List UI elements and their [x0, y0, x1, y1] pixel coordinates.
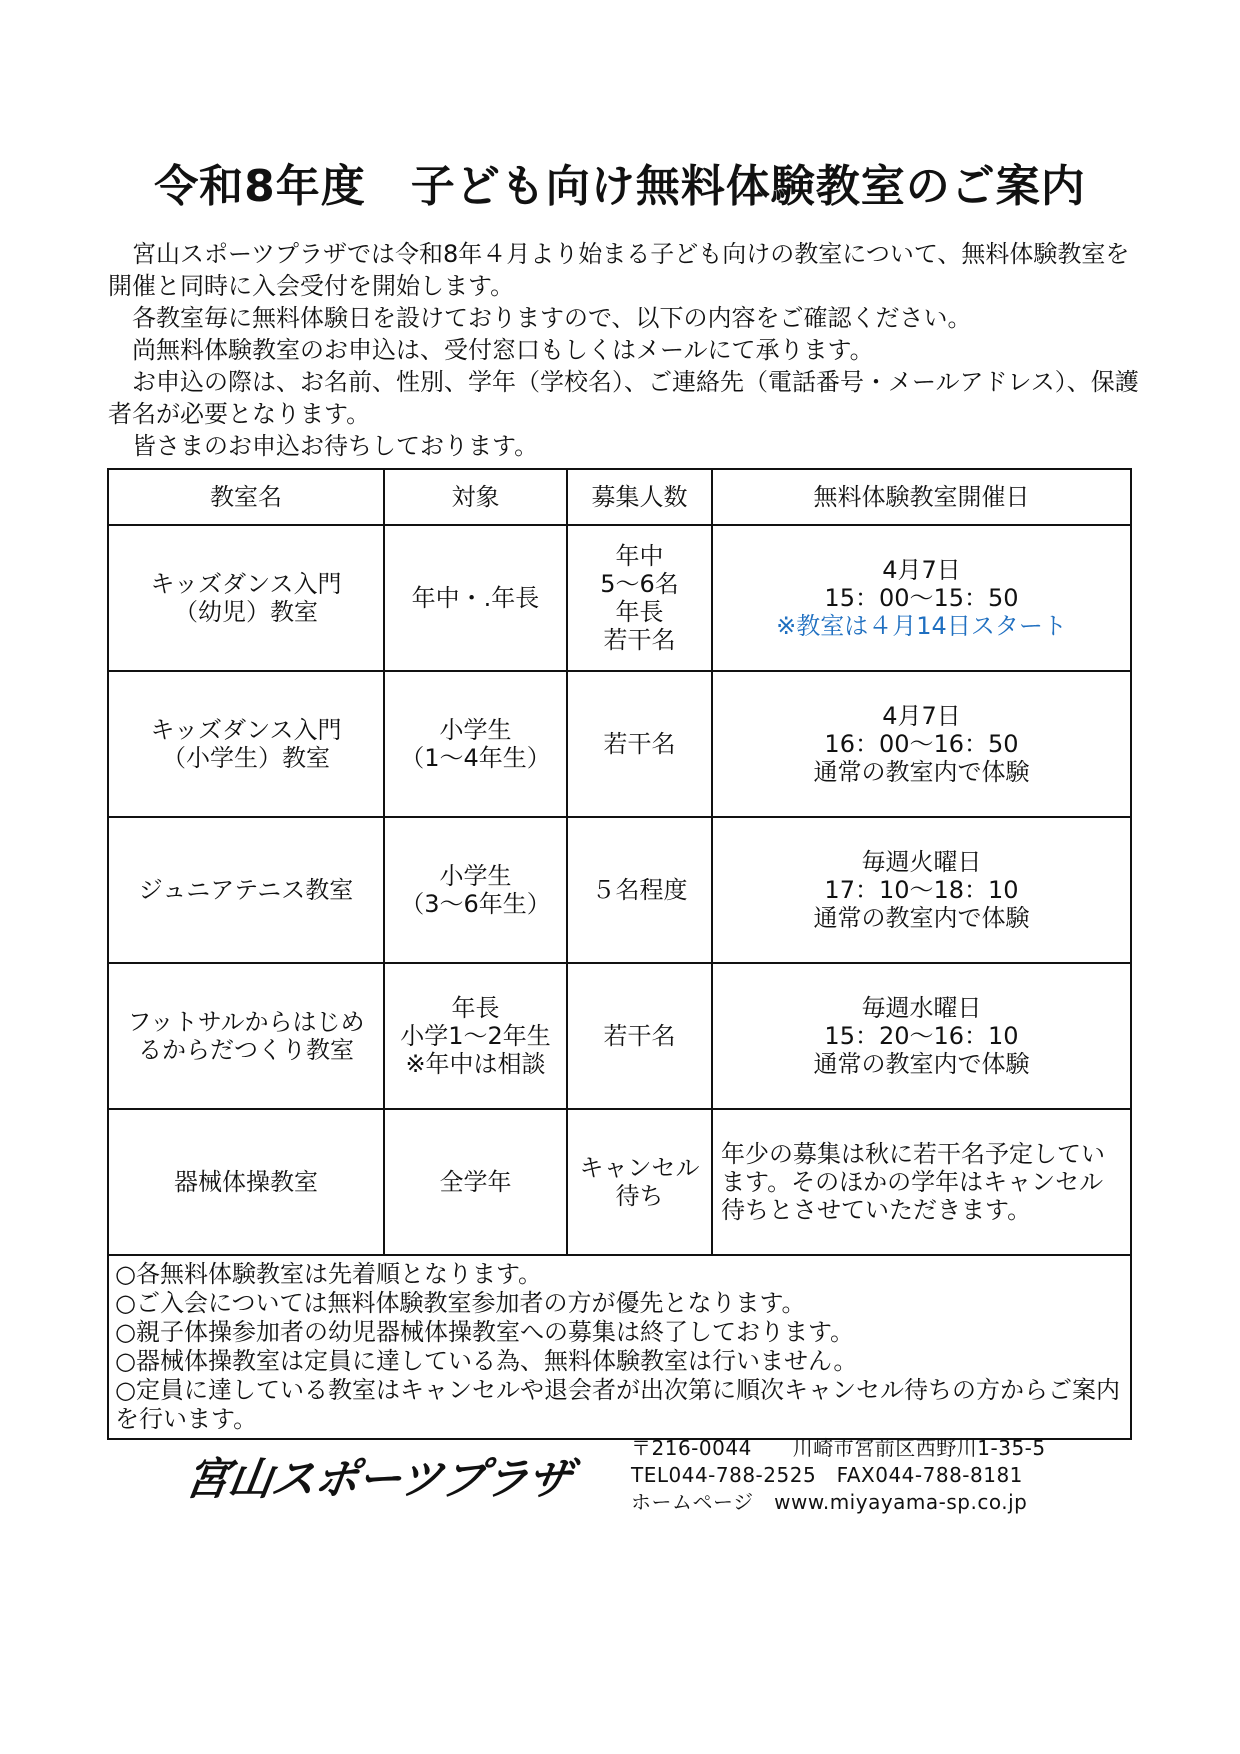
intro-paragraph: 宮山スポーツプラザでは令和8年４月より始まる子ども向けの教室について、無料体験教室を開催と同時に入会受付を開始します。: [108, 240, 1130, 300]
capacity-text: 待ち: [615, 1182, 664, 1210]
trial-note: 通常の教室内で体験: [813, 1050, 1030, 1078]
target-text: 全学年: [439, 1168, 512, 1196]
capacity-text: 若干名: [603, 1022, 676, 1050]
intro-paragraph: 皆さまのお申込お待ちしております。: [132, 432, 539, 460]
class-name: （小学生）教室: [162, 744, 330, 772]
capacity-cell: [567, 963, 712, 1109]
table-row: [108, 1109, 1131, 1255]
capacity-text: 5～6名: [600, 570, 679, 598]
trial-date: 毎週火曜日: [861, 848, 982, 876]
class-name: 器械体操教室: [174, 1168, 318, 1196]
intro-paragraph: お申込の際は、お名前、性別、学年（学校名）、ご連絡先（電話番号・メールアドレス）、保護者名が必要となります。: [108, 368, 1139, 428]
header-target: 対象: [384, 469, 567, 525]
intro-text: [108, 238, 1148, 462]
trial-date-cell: [712, 1109, 1131, 1255]
capacity-text: キャンセル: [579, 1154, 700, 1182]
class-name-cell: [108, 817, 384, 963]
capacity-text: 若干名: [603, 730, 676, 758]
target-text: （3～6年生）: [400, 890, 551, 918]
capacity-cell: [567, 1109, 712, 1255]
logo: 宮山スポーツプラザ: [181, 1454, 575, 1505]
table-row: [108, 817, 1131, 963]
intro-paragraph: 各教室毎に無料体験日を設けておりますので、以下の内容をご確認ください。: [132, 304, 972, 332]
trial-time: 15：00～15：50: [824, 584, 1019, 612]
capacity-cell: [567, 525, 712, 671]
target-text: 小学生: [439, 862, 512, 890]
target-cell: [384, 525, 567, 671]
note-item: ○定員に達している教室はキャンセルや退会者が出次第に順次キャンセル待ちの方からご案内を行います。: [115, 1376, 1120, 1433]
trial-time: 16：00～16：50: [824, 730, 1019, 758]
target-cell: [384, 963, 567, 1109]
note-item: ○ご入会については無料体験教室参加者の方が優先となります。: [115, 1289, 806, 1317]
trial-date-cell: [712, 671, 1131, 817]
target-text: 小学生: [439, 716, 512, 744]
class-name: るからだつくり教室: [138, 1036, 354, 1064]
target-text: 小学1～2年生: [400, 1022, 551, 1050]
class-name: キッズダンス入門: [150, 716, 342, 744]
target-text: （1～4年生）: [400, 744, 551, 772]
target-cell: [384, 671, 567, 817]
class-name-cell: [108, 671, 384, 817]
target-cell: [384, 1109, 567, 1255]
capacity-cell: [567, 817, 712, 963]
contact-info: [631, 1435, 1046, 1516]
capacity-text: 若干名: [603, 626, 676, 654]
header-trial-date: 無料体験教室開催日: [712, 469, 1131, 525]
class-name: （幼児）教室: [174, 598, 318, 626]
trial-note: 通常の教室内で体験: [813, 758, 1030, 786]
trial-note: 通常の教室内で体験: [813, 904, 1030, 932]
capacity-cell: [567, 671, 712, 817]
target-text: 年中・.年長: [411, 584, 540, 612]
table-row: [108, 525, 1131, 671]
class-name: ジュニアテニス教室: [138, 876, 354, 904]
target-text: 年長: [451, 994, 500, 1022]
note-item: ○親子体操参加者の幼児器械体操教室への募集は終了しております。: [115, 1318, 855, 1346]
trial-date: 4月7日: [882, 702, 961, 730]
class-name-cell: [108, 525, 384, 671]
trial-date-cell: [712, 525, 1131, 671]
table-header-row: [108, 469, 1131, 525]
trial-date: 4月7日: [882, 556, 961, 584]
trial-time: 17：10～18：10: [824, 876, 1019, 904]
start-date-note: ※教室は４月14日スタート: [776, 612, 1067, 640]
class-schedule-table: [107, 468, 1132, 1440]
class-name-cell: [108, 963, 384, 1109]
trial-date-cell: [712, 963, 1131, 1109]
capacity-text: 年長: [615, 598, 664, 626]
table-row: [108, 963, 1131, 1109]
capacity-text: ５名程度: [591, 876, 688, 904]
class-name-cell: [108, 1109, 384, 1255]
notes-row: [108, 1255, 1131, 1439]
address: 〒216-0044 川崎市宮前区西野川1-35-5: [631, 1436, 1046, 1460]
table-row: [108, 671, 1131, 817]
target-cell: [384, 817, 567, 963]
trial-time: 15：20～16：10: [824, 1022, 1019, 1050]
phone-fax: TEL044-788-2525 FAX044-788-8181: [631, 1463, 1023, 1487]
class-name: キッズダンス入門: [150, 570, 342, 598]
header-capacity: 募集人数: [567, 469, 712, 525]
header-class-name: 教室名: [108, 469, 384, 525]
homepage-link[interactable]: ホームページ www.miyayama-sp.co.jp: [631, 1490, 1028, 1514]
capacity-text: 年中: [615, 542, 664, 570]
trial-note: 年少の募集は秋に若干名予定しています。そのほかの学年はキャンセル待ちとさせていただきます。: [721, 1140, 1105, 1224]
note-item: ○各無料体験教室は先着順となります。: [115, 1260, 543, 1288]
target-text: ※年中は相談: [405, 1050, 546, 1078]
note-item: ○器械体操教室は定員に達している為、無料体験教室は行いません。: [115, 1347, 858, 1375]
page-title: 令和8年度 子ども向け無料体験教室のご案内: [154, 161, 1086, 212]
trial-date-cell: [712, 817, 1131, 963]
class-name: フットサルからはじめ: [127, 1008, 365, 1036]
trial-date: 毎週水曜日: [861, 994, 982, 1022]
intro-paragraph: 尚無料体験教室のお申込は、受付窓口もしくはメールにて承ります。: [132, 336, 874, 364]
notes-cell: [108, 1255, 1131, 1439]
footer: [181, 1435, 1086, 1545]
